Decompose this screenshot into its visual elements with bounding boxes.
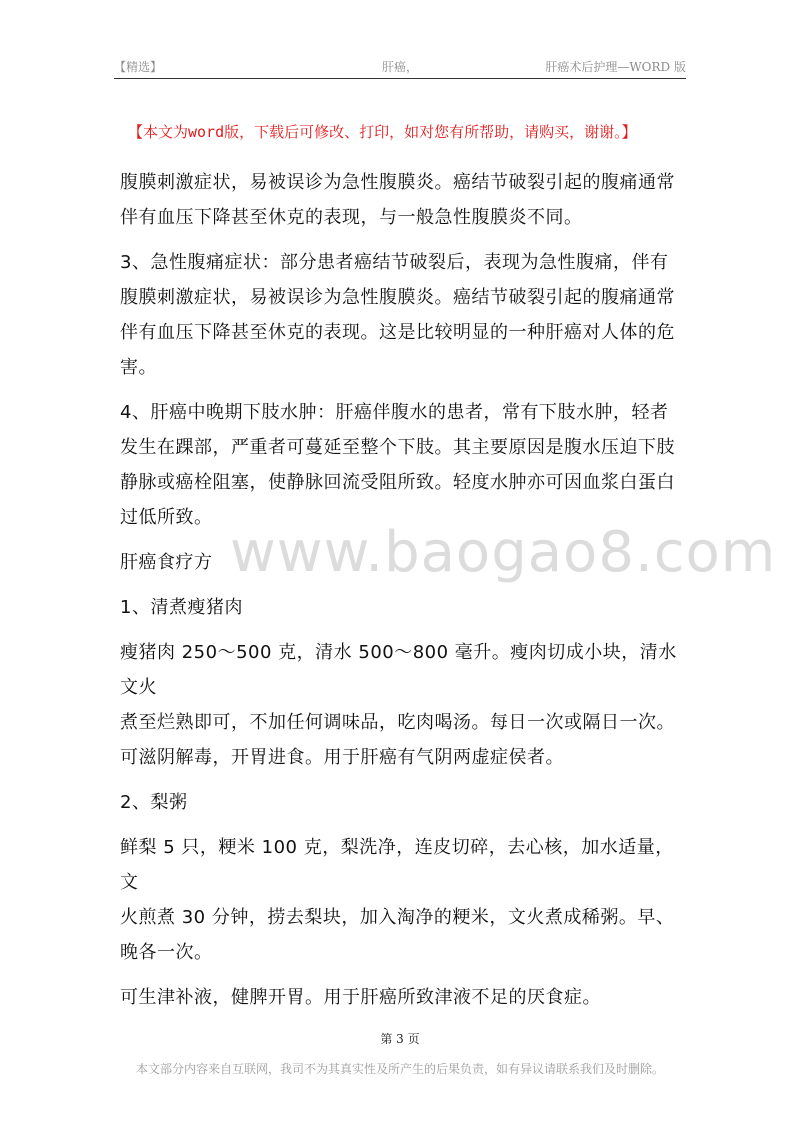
text-line: 2、梨粥 <box>120 792 188 813</box>
footer-disclaimer: 本文部分内容来自互联网，我司不为其真实性及所产生的后果负责，如有异议请联系我们及时删除。 <box>135 1062 664 1076</box>
header-divider <box>114 78 686 79</box>
text-line: 静脉或癌栓阻塞，使静脉回流受阻所致。轻度水肿亦可因血浆白蛋白 <box>120 472 675 493</box>
text-line: 瘦猪肉 250～500 克，清水 500～800 毫升。瘦肉切成小块，清水文火 <box>120 642 677 698</box>
header-right-text: 肝癌术后护理—WORD 版 <box>545 60 686 74</box>
section-heading <box>120 545 688 580</box>
paragraph <box>120 165 688 235</box>
text-line: 4、肝癌中晚期下肢水肿：肝癌伴腹水的患者，常有下肢水肿，轻者 <box>120 402 669 423</box>
header-left-text: 【精选】 <box>114 60 163 74</box>
download-notice: 【本文为word版，下载后可修改、打印，如对您有所帮助，请购买，谢谢。】 <box>128 123 637 141</box>
paragraph <box>120 245 688 385</box>
text-line: 伴有血压下降甚至休克的表现，与一般急性腹膜炎不同。 <box>120 207 583 228</box>
recipe-title <box>120 590 688 625</box>
text-line: 3、急性腹痛症状：部分患者癌结节破裂后，表现为急性腹痛，伴有 <box>120 252 669 273</box>
text-line: 1、清煮瘦猪肉 <box>120 597 243 618</box>
paragraph <box>120 635 688 775</box>
page-header <box>114 58 686 78</box>
text-line: 肝癌食疗方 <box>120 552 213 573</box>
text-line: 伴有血压下降甚至休克的表现。这是比较明显的一种肝癌对人体的危 <box>120 322 675 343</box>
text-line: 可生津补液，健脾开胃。用于肝癌所致津液不足的厌食症。 <box>120 987 601 1008</box>
header-center-text: 肝癌， <box>381 60 419 74</box>
text-line: 鲜梨 5 只，粳米 100 克，梨洗净，连皮切碎，去心核，加水适量，文 <box>120 837 674 893</box>
text-line: 可滋阴解毒，开胃进食。用于肝癌有气阴两虚症侯者。 <box>120 747 564 768</box>
paragraph <box>120 395 688 535</box>
text-line: 发生在踝部，严重者可蔓延至整个下肢。其主要原因是腹水压迫下肢 <box>120 437 675 458</box>
text-line: 煮至烂熟即可，不加任何调味品，吃肉喝汤。每日一次或隔日一次。 <box>120 712 675 733</box>
text-line: 过低所致。 <box>120 507 213 528</box>
text-line: 晚各一次。 <box>120 942 213 963</box>
paragraph <box>120 830 688 970</box>
page-number: 第 3 页 <box>380 1032 420 1046</box>
recipe-title <box>120 785 688 820</box>
text-line: 腹膜刺激症状，易被误诊为急性腹膜炎。癌结节破裂引起的腹痛通常 <box>120 287 675 308</box>
paragraph <box>120 980 688 1015</box>
text-line: 腹膜刺激症状，易被误诊为急性腹膜炎。癌结节破裂引起的腹痛通常 <box>120 172 675 193</box>
text-line: 害。 <box>120 357 157 378</box>
document-body <box>120 165 688 1015</box>
watermark-text: www.baogao8.com <box>230 520 777 585</box>
text-line: 火煎煮 30 分钟，捞去梨块，加入淘净的粳米，文火煮成稀粥。早、 <box>120 907 675 928</box>
